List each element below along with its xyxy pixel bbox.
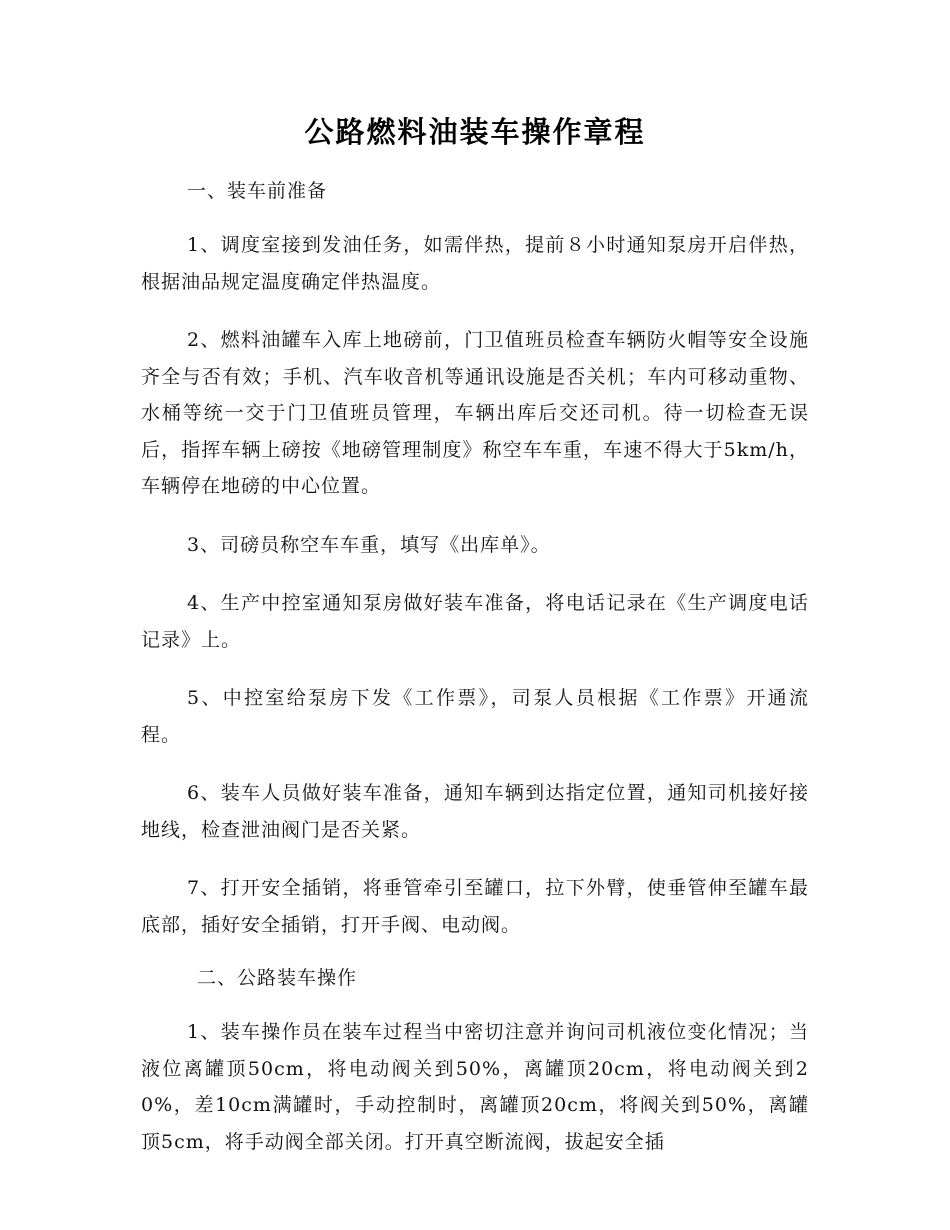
paragraph-prep-5: 5、中控室给泵房下发《工作票》，司泵人员根据《工作票》开通流程。: [141, 687, 809, 746]
document-body: [141, 108, 809, 1182]
paragraph-loading-1: 1、装车操作员在装车过程当中密切注意并询问司机液位变化情况；当液位离罐顶50cm，将电动阀关到50%，离罐顶20cm，将电动阀关到20%，差10cm满罐时，手动控制时，离罐顶20cm，将阀关到50%，离罐顶5cm，将手动阀全部关闭。打开真空断流阀，拔起安全插: [141, 1021, 809, 1153]
paragraph-prep-4: 4、生产中控室通知泵房做好装车准备，将电话记录在《生产调度电话记录》上。: [141, 592, 809, 651]
paragraph-prep-2: 2、燃料油罐车入库上地磅前，门卫值班员检查车辆防火帽等安全设施齐全与否有效；手机、汽车收音机等通讯设施是否关机；车内可移动重物、水桶等统一交于门卫值班员管理，车辆出库后交还司机。待一切检查无误后，指挥车辆上磅按《地磅管理制度》称空车车重，车速不得大于5km/h，车辆停在地磅的中心位置。: [141, 329, 809, 497]
paragraph-prep-6: 6、装车人员做好装车准备，通知车辆到达指定位置，通知司机接好接地线，检查泄油阀门是否关紧。: [141, 782, 809, 841]
document-title: 公路燃料油装车操作章程: [304, 115, 646, 149]
section-heading-loading: 二、公路装车操作: [197, 967, 358, 989]
paragraph-prep-7: 7、打开安全插销，将垂管牵引至罐口，拉下外臂，使垂管伸至罐车最底部，插好安全插销，打开手阀、电动阀。: [141, 877, 809, 936]
section-heading-preparation: 一、装车前准备: [187, 180, 328, 202]
paragraph-prep-1: 1、调度室接到发油任务，如需伴热，提前８小时通知泵房开启伴热，根据油品规定温度确定伴热温度。: [141, 234, 809, 293]
paragraph-prep-3: 3、司磅员称空车车重，填写《出库单》。: [187, 533, 551, 556]
